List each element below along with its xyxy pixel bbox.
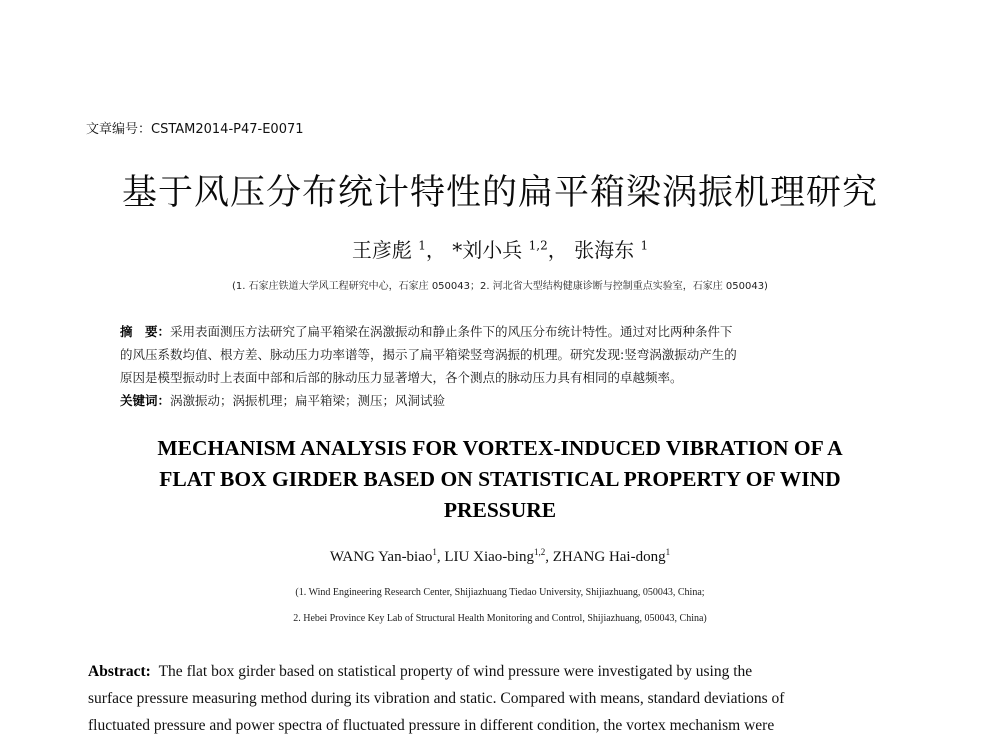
cn-abstract-line: 原因是模型振动时上表面中部和后部的脉动压力显著增大，各个测点的脉动压力具有相同的卓越频率。 (120, 370, 683, 385)
cn-abstract-line: 摘 要：采用表面测压方法研究了扁平箱梁在涡激振动和静止条件下的风压分布统计特性。通过对比两种条件下 (120, 324, 733, 339)
en-title-line: FLAT BOX GIRDER BASED ON STATISTICAL PROPERTY OF WIND (159, 467, 841, 491)
english-affiliation-2: 2. Hebei Province Key Lab of Structural Health Monitoring and Control, Shijiazhuang, 050043, China) (293, 613, 707, 624)
chinese-affiliation: (1. 石家庄铁道大学风工程研究中心，石家庄 050043；2. 河北省大型结构健康诊断与控制重点实验室，石家庄 050043) (232, 281, 768, 292)
cn-author-1: 王彦彪 $^1$， (351, 238, 446, 262)
cn-author-2: *刘小兵 $^{1,2}$， (452, 238, 568, 262)
en-author-2: LIU Xiao-bing$^{1,2}$, (444, 547, 553, 565)
en-abstract-label: Abstract: (88, 663, 151, 680)
cn-abstract-line: 的风压系数均值、根方差、脉动压力功率谱等，揭示了扁平箱梁竖弯涡振的机理。研究发现:竖弯涡激振动产生的 (120, 347, 737, 362)
chinese-authors (0, 234, 1000, 263)
en-title-line: PRESSURE (443, 498, 557, 522)
english-affiliation-1: (1. Wind Engineering Research Center, Shijiazhuang Tiedao University, Shijiazhuang, 050043, China; (295, 587, 705, 598)
cn-abstract-label: 摘 要： (120, 324, 171, 339)
cn-keywords: 关键词：涡激振动；涡振机理；扁平箱梁；测压；风洞试验 (120, 393, 446, 408)
chinese-abstract (120, 320, 880, 412)
english-authors (0, 549, 1000, 566)
english-abstract (88, 658, 918, 739)
english-title (0, 433, 1000, 526)
en-abstract-line: surface pressure measuring method during its vibration and static. Compared with means, standard deviations of (88, 690, 785, 707)
en-abstract-line: Abstract: The flat box girder based on statistical property of wind pressure were investigated by using the (88, 663, 753, 680)
article-id: 文章编号：CSTAM2014-P47-E0071 (86, 122, 304, 137)
cn-author-3: 张海东 $^1$ (574, 238, 649, 262)
en-author-1: WANG Yan-biao$^1$, (329, 547, 445, 565)
en-author-3: ZHANG Hai-dong$^1$ (552, 547, 671, 565)
chinese-title: 基于风压分布统计特性的扁平箱梁涡振机理研究 (121, 173, 878, 213)
en-abstract-line: fluctuated pressure and power spectra of fluctuated pressure in different condition, the vortex mechanism were (88, 717, 775, 734)
cn-keywords-label: 关键词： (120, 393, 171, 408)
en-title-line: MECHANISM ANALYSIS FOR VORTEX-INDUCED VIBRATION OF A (157, 436, 843, 460)
